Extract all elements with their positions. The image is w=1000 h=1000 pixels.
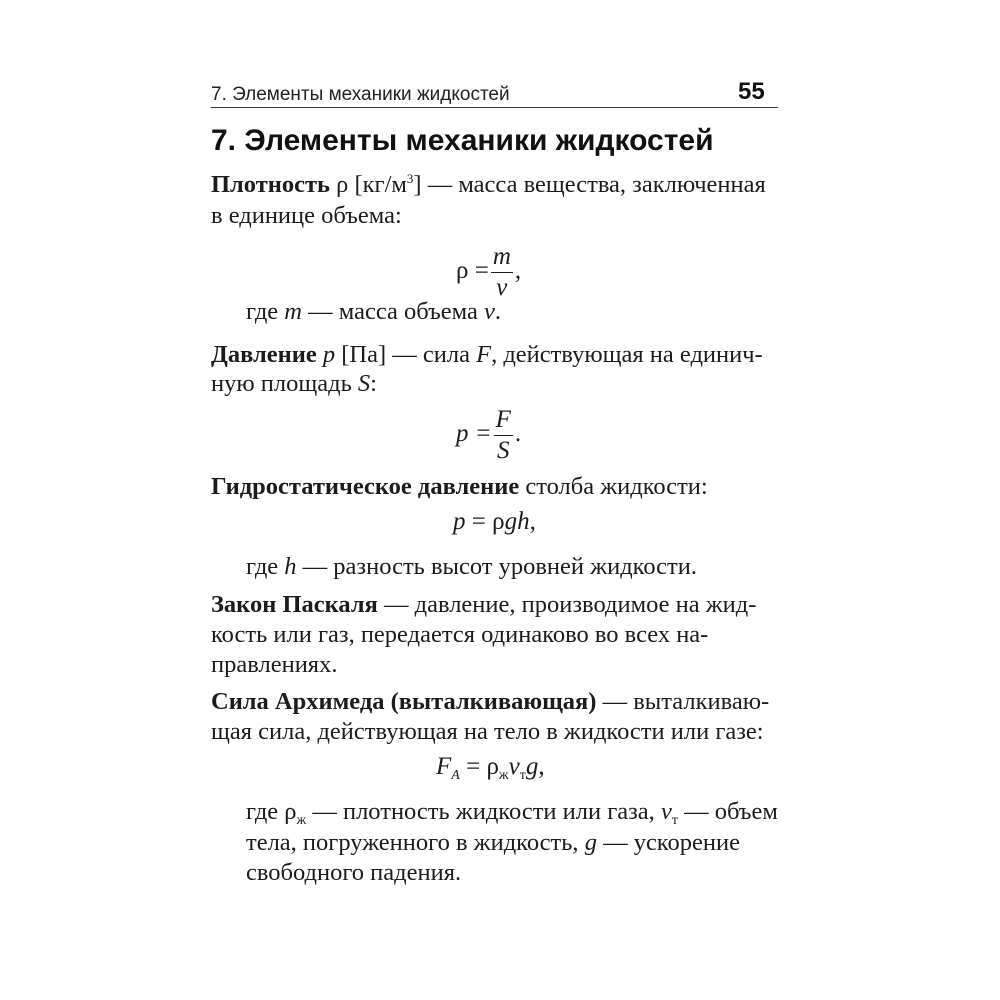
fraction-denominator: S xyxy=(497,437,510,464)
fraction-numerator: m xyxy=(491,242,513,273)
where-variable: v xyxy=(484,298,495,325)
pressure-variable: F xyxy=(476,341,492,368)
pascal-line-2: кость или газ, передается одинаково во всех на- xyxy=(211,621,709,648)
pressure-symbol: p xyxy=(322,341,336,368)
formula-fraction xyxy=(494,405,513,466)
archimedes-where-line-3: свободного падения. xyxy=(246,859,462,886)
formula-tail: , xyxy=(529,508,536,535)
pascal-term: Закон Паскаля xyxy=(211,591,378,618)
archimedes-where-line-1 xyxy=(246,797,778,827)
running-head-title: 7. Элементы механики жидкостей xyxy=(211,84,510,105)
formula-volume: v xyxy=(508,753,520,780)
where-text: где ρ xyxy=(246,798,297,825)
pressure-definition-line-2 xyxy=(211,369,377,399)
pascal-line-3: правлениях. xyxy=(211,651,338,678)
density-where-line xyxy=(246,297,501,327)
pascal-text: — давление, производимое на жид- xyxy=(377,591,757,618)
where-text: где xyxy=(246,298,285,325)
hydrostatic-line xyxy=(211,472,708,502)
where-text: — разность высот уровней жидкости. xyxy=(296,553,697,580)
formula-variables: gh xyxy=(504,508,530,535)
archimedes-term: Сила Архимеда (выталкивающая) xyxy=(211,688,597,715)
archimedes-where-line-2 xyxy=(246,828,740,858)
density-symbol: ρ xyxy=(336,171,349,198)
formula-eq: = ρ xyxy=(459,753,499,780)
pressure-variable: S xyxy=(357,370,371,397)
where-text: тела, погруженного в жидкость, xyxy=(246,829,585,856)
pressure-definition-line-1 xyxy=(211,340,763,370)
formula-gravity: g xyxy=(525,753,539,780)
where-text: — объем xyxy=(677,798,778,825)
archimedes-text: — выталкиваю- xyxy=(596,688,770,715)
where-text: — ускорение xyxy=(596,829,740,856)
formula-subscript: ж xyxy=(498,768,509,783)
where-variable: m xyxy=(284,298,302,325)
formula-lhs: p xyxy=(453,508,466,535)
hydrostatic-formula xyxy=(453,508,536,536)
formula-subscript: A xyxy=(451,768,460,783)
pressure-definition-text: , действующая на единич- xyxy=(491,341,763,368)
pressure-formula xyxy=(456,405,521,466)
density-term: Плотность xyxy=(211,171,330,198)
pressure-unit: [Па] xyxy=(341,341,387,368)
where-text: — плотность жидкости или газа, xyxy=(306,798,661,825)
where-variable: h xyxy=(284,553,297,580)
formula-eq: = ρ xyxy=(465,508,505,535)
page-number: 55 xyxy=(738,78,765,105)
pressure-definition-text: — сила xyxy=(386,341,477,368)
where-variable: v xyxy=(660,798,672,825)
formula-lhs: ρ = xyxy=(456,257,489,285)
density-definition-text: — масса вещества, заключенная xyxy=(421,171,766,198)
density-definition-line-1 xyxy=(211,170,766,200)
formula-tail: . xyxy=(514,420,522,448)
chapter-title: 7. Элементы механики жидкостей xyxy=(211,124,714,157)
where-variable: g xyxy=(584,829,597,856)
density-unit-close: ] xyxy=(413,171,422,198)
formula-tail: , xyxy=(538,753,545,780)
where-text: . xyxy=(494,298,501,325)
where-subscript: т xyxy=(671,813,678,828)
formula-force: F xyxy=(436,753,452,780)
pressure-term: Давление xyxy=(211,341,317,368)
density-definition-line-2: в единице объема: xyxy=(211,202,402,229)
hydrostatic-text: столба жидкости: xyxy=(519,473,708,500)
pressure-definition-text: ную площадь xyxy=(211,370,358,397)
header-divider xyxy=(211,107,778,108)
pascal-line-1 xyxy=(211,590,756,620)
hydrostatic-where-line xyxy=(246,552,697,582)
archimedes-line-2: щая сила, действующая на тело в жидкости или газе: xyxy=(211,718,764,745)
archimedes-line-1 xyxy=(211,687,769,717)
where-text: — масса объема xyxy=(302,298,484,325)
where-text: где xyxy=(246,553,285,580)
where-subscript: ж xyxy=(296,813,307,828)
formula-subscript: т xyxy=(519,768,526,783)
formula-fraction xyxy=(491,242,513,303)
density-unit-exponent: 3 xyxy=(406,171,414,186)
fraction-denominator: v xyxy=(496,274,508,301)
archimedes-formula xyxy=(436,753,545,781)
formula-lhs: p = xyxy=(456,420,492,448)
hydrostatic-term: Гидростатическое давление xyxy=(211,473,520,500)
fraction-numerator: F xyxy=(494,405,513,436)
formula-tail: , xyxy=(514,257,522,285)
density-formula xyxy=(456,242,521,303)
pressure-definition-text: : xyxy=(370,370,377,397)
density-unit: [кг/м xyxy=(354,171,407,198)
